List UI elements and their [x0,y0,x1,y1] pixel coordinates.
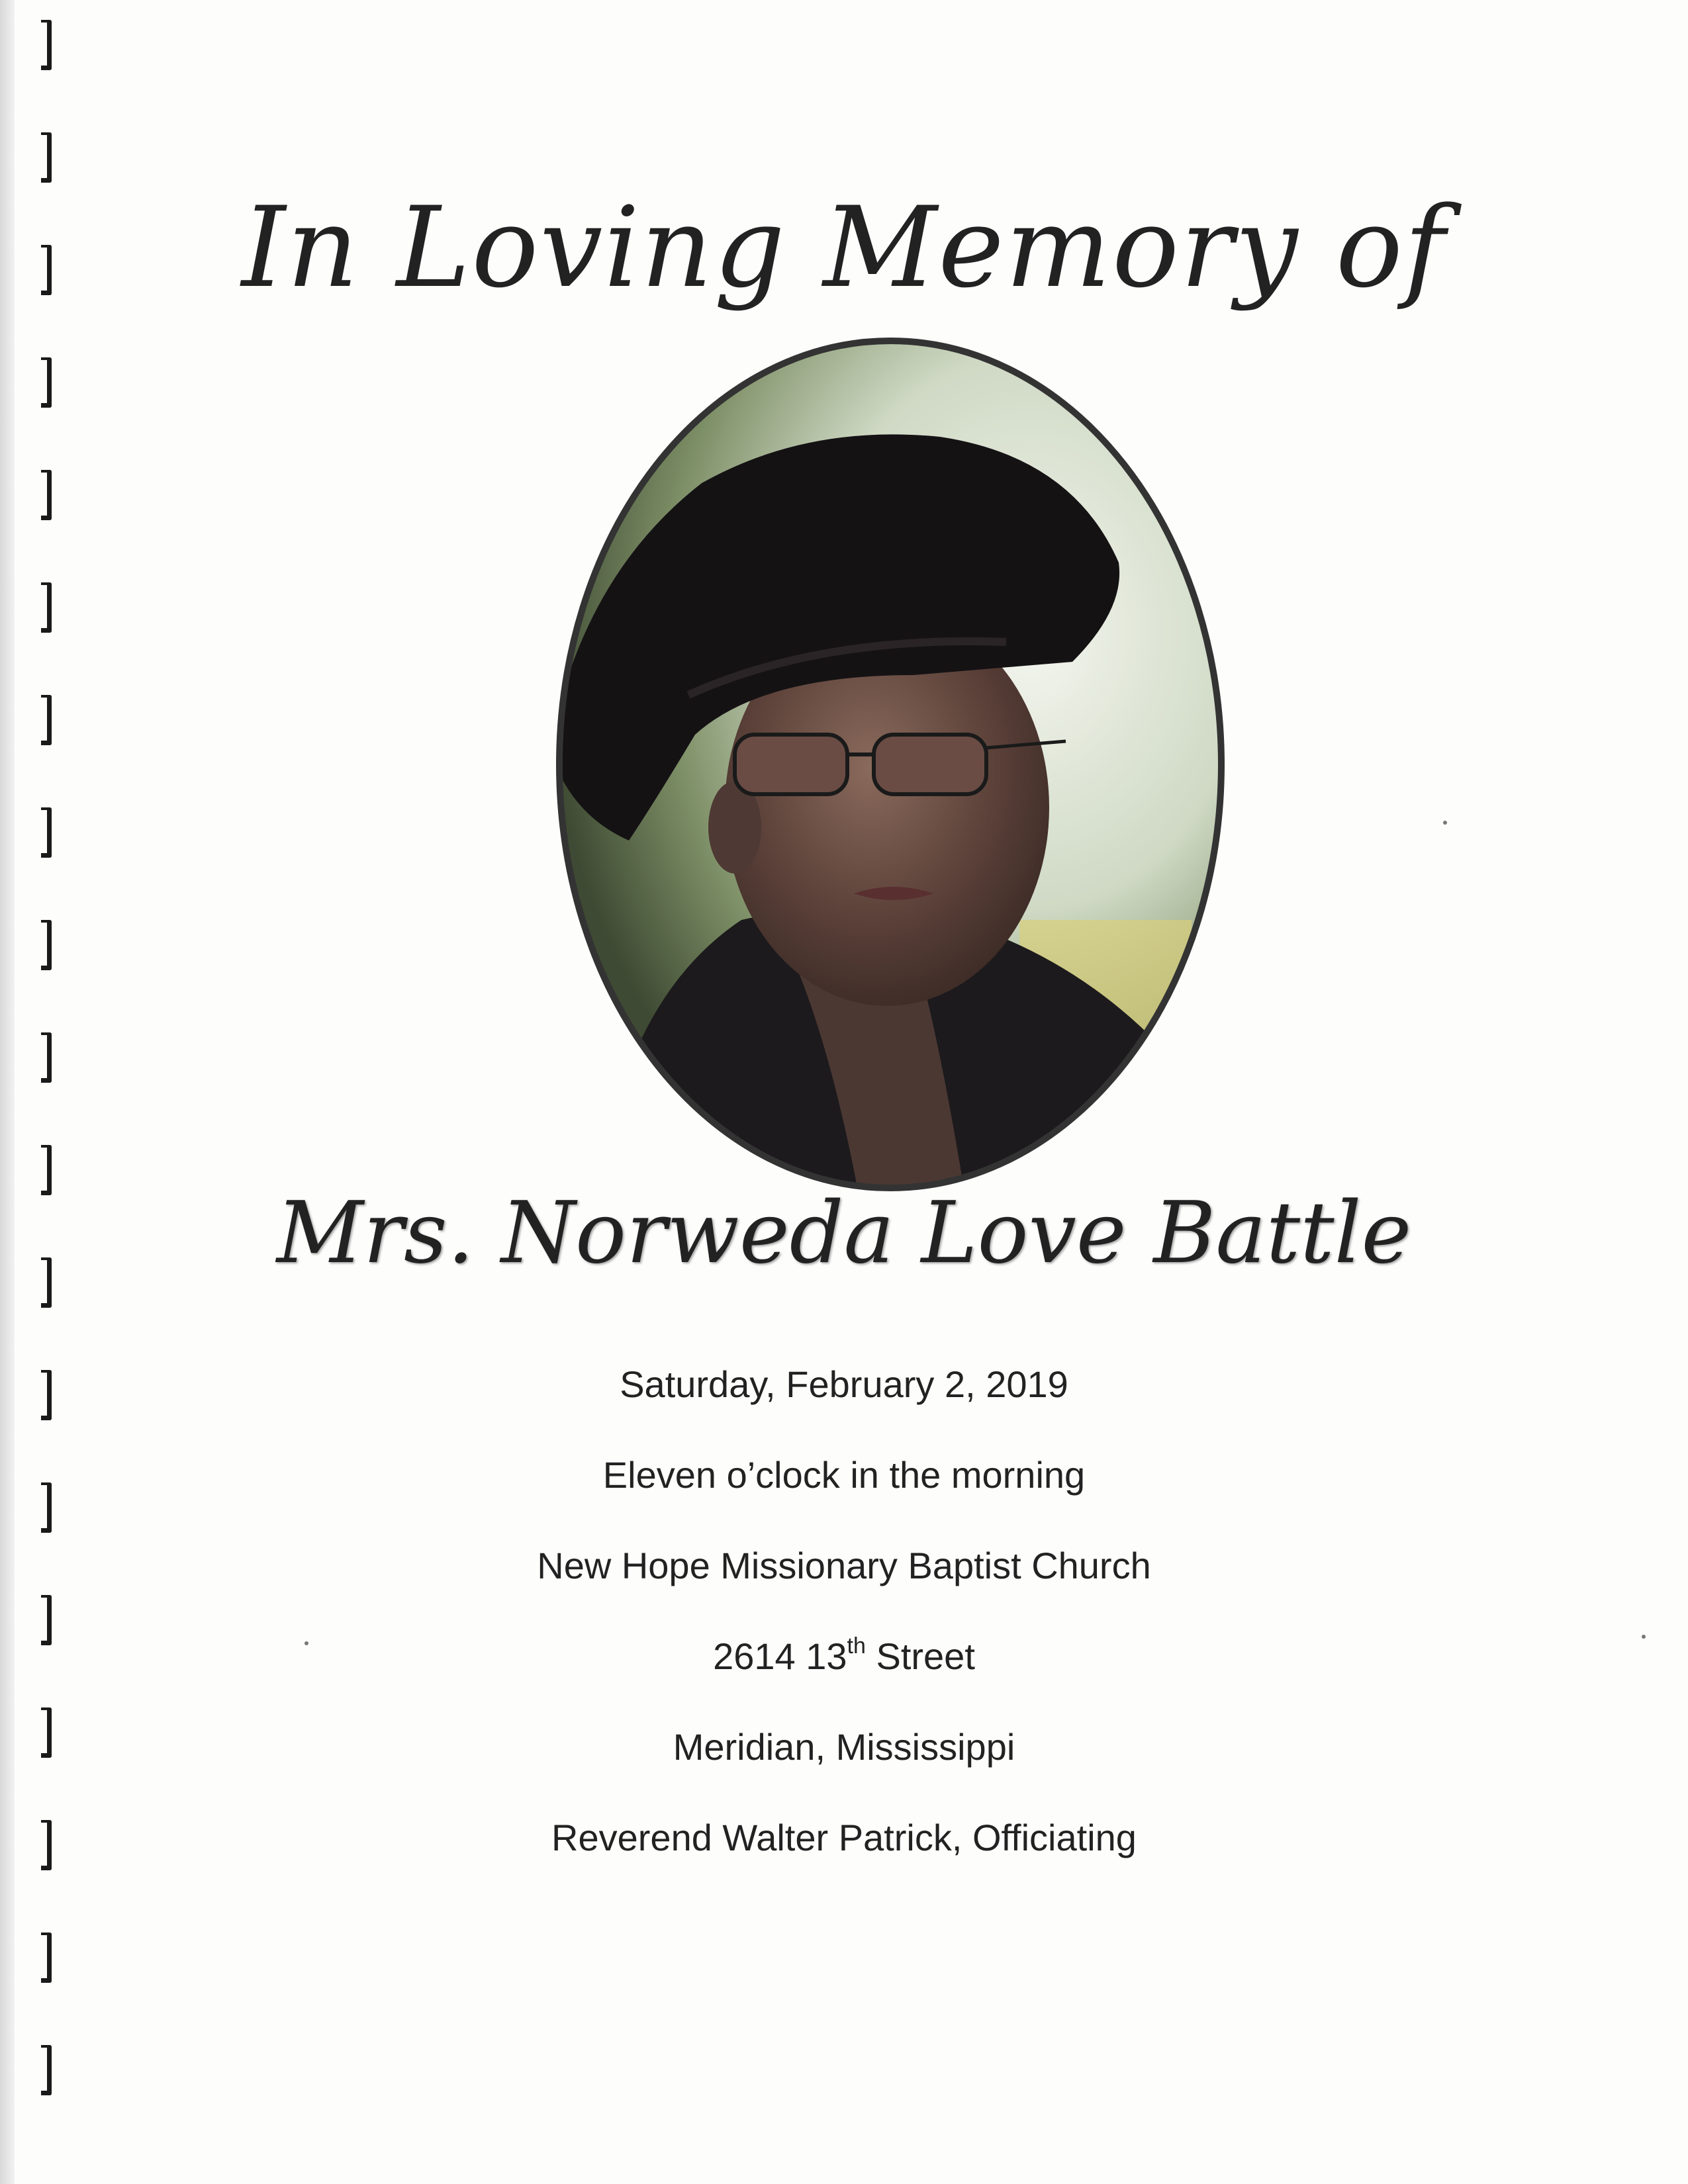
service-time: Eleven o’clock in the morning [602,1454,1086,1496]
street-ordinal: th [847,1633,866,1659]
binding-tooth [41,807,52,858]
portrait-photo [543,324,1238,1205]
binding-tooth [41,1933,52,1983]
church-address [0,1629,1688,1719]
binding-tooth [41,20,52,70]
page-title: In Loving Memory of [241,183,1447,312]
binding-tooth [41,582,52,633]
deceased-name: Mrs. Norweda Love Battle [276,1184,1412,1283]
binding-tooth [41,1032,52,1083]
street-number: 2614 13 [713,1635,847,1677]
paper-speck [305,1641,308,1645]
service-date: Saturday, February 2, 2019 [620,1363,1068,1405]
binding-tooth [41,2045,52,2095]
binding-tooth [41,1145,52,1195]
church-name: New Hope Missionary Baptist Church [537,1545,1151,1586]
binding-tooth [41,695,52,745]
binding-tooth [41,357,52,408]
binding-tooth [41,470,52,520]
street-name: Street [865,1635,975,1677]
paper-speck [1642,1635,1646,1639]
paper-speck [1443,821,1447,825]
binding-tooth [41,920,52,970]
portrait-oval [543,324,1238,1205]
binding-tooth [41,132,52,183]
officiant: Reverend Walter Patrick, Officiating [551,1817,1137,1858]
church-city: Meridian, Mississippi [673,1726,1015,1768]
service-details [0,1357,1688,1901]
